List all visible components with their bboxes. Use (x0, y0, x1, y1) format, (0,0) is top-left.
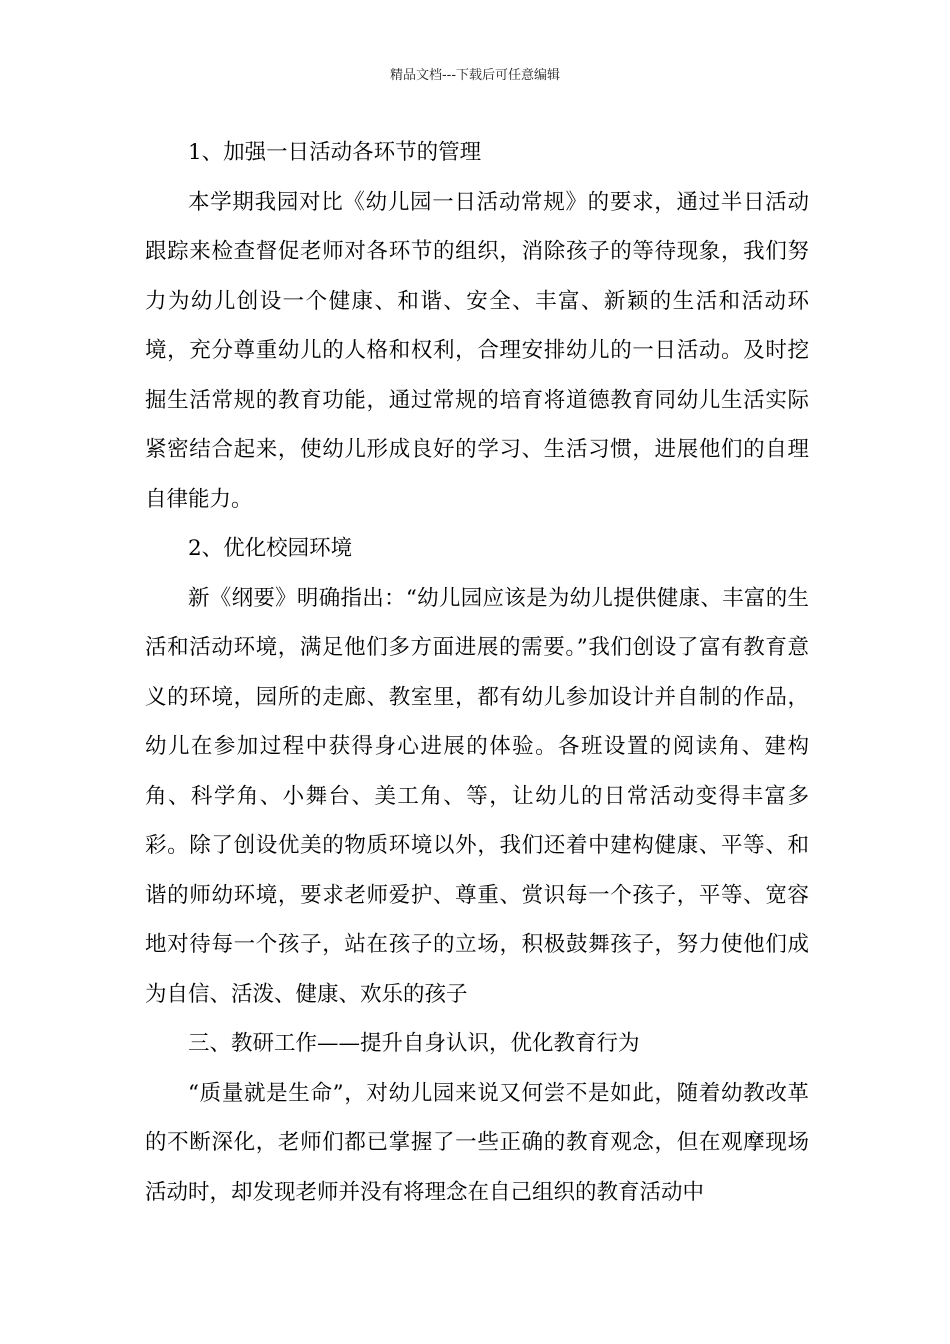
subheading-2: 2、优化校园环境 (188, 536, 353, 561)
paragraph: 新《纲要》明确指出：“幼儿园应该是为幼儿提供健康、丰富的生活和活动环境，满足他们多方面进展的需要。”我们创设了富有教育意义的环境，园所的走廊、教室里，都有幼儿参加设计并自制的作品，幼儿在参加过程中获得身心进展的体验。各班设置的阅读角、建构角、科学角、小舞台、美工角、等，让幼儿的日常活动变得丰富多彩。除了创设优美的物质环境以外，我们还着中建构健康、平等、和谐的师幼环境，要求老师爱护、尊重、赏识每一个孩子，平等、宽容地对待每一个孩子，站在孩子的立场，积极鼓舞孩子，努力使他们成为自信、活泼、健康、欢乐的孩子 (145, 585, 809, 1007)
paragraph: 本学期我园对比《幼儿园一日活动常规》的要求，通过半日活动跟踪来检查督促老师对各环节的组织，消除孩子的等待现象，我们努力为幼儿创设一个健康、和谐、安全、丰富、新颖的生活和活动环境，充分尊重幼儿的人格和权利，合理安排幼儿的一日活动。及时挖掘生活常规的教育功能，通过常规的培育将道德教育同幼儿生活实际紧密结合起来，使幼儿形成良好的学习、生活习惯，进展他们的自理自律能力。 (145, 189, 809, 512)
section-heading-3: 三、教研工作——提升自身认识，优化教育行为 (188, 1031, 640, 1056)
document-body (145, 128, 809, 1217)
subheading-1: 1、加强一日活动各环节的管理 (188, 140, 482, 165)
paragraph: “质量就是生命”，对幼儿园来说又何尝不是如此，随着幼教改革的不断深化，老师们都已掌握了一些正确的教育观念，但在观摩现场活动时，却发现老师并没有将理念在自己组织的教育活动中 (145, 1080, 809, 1205)
page-header: 精品文档---下载后可任意编辑 (389, 68, 561, 83)
